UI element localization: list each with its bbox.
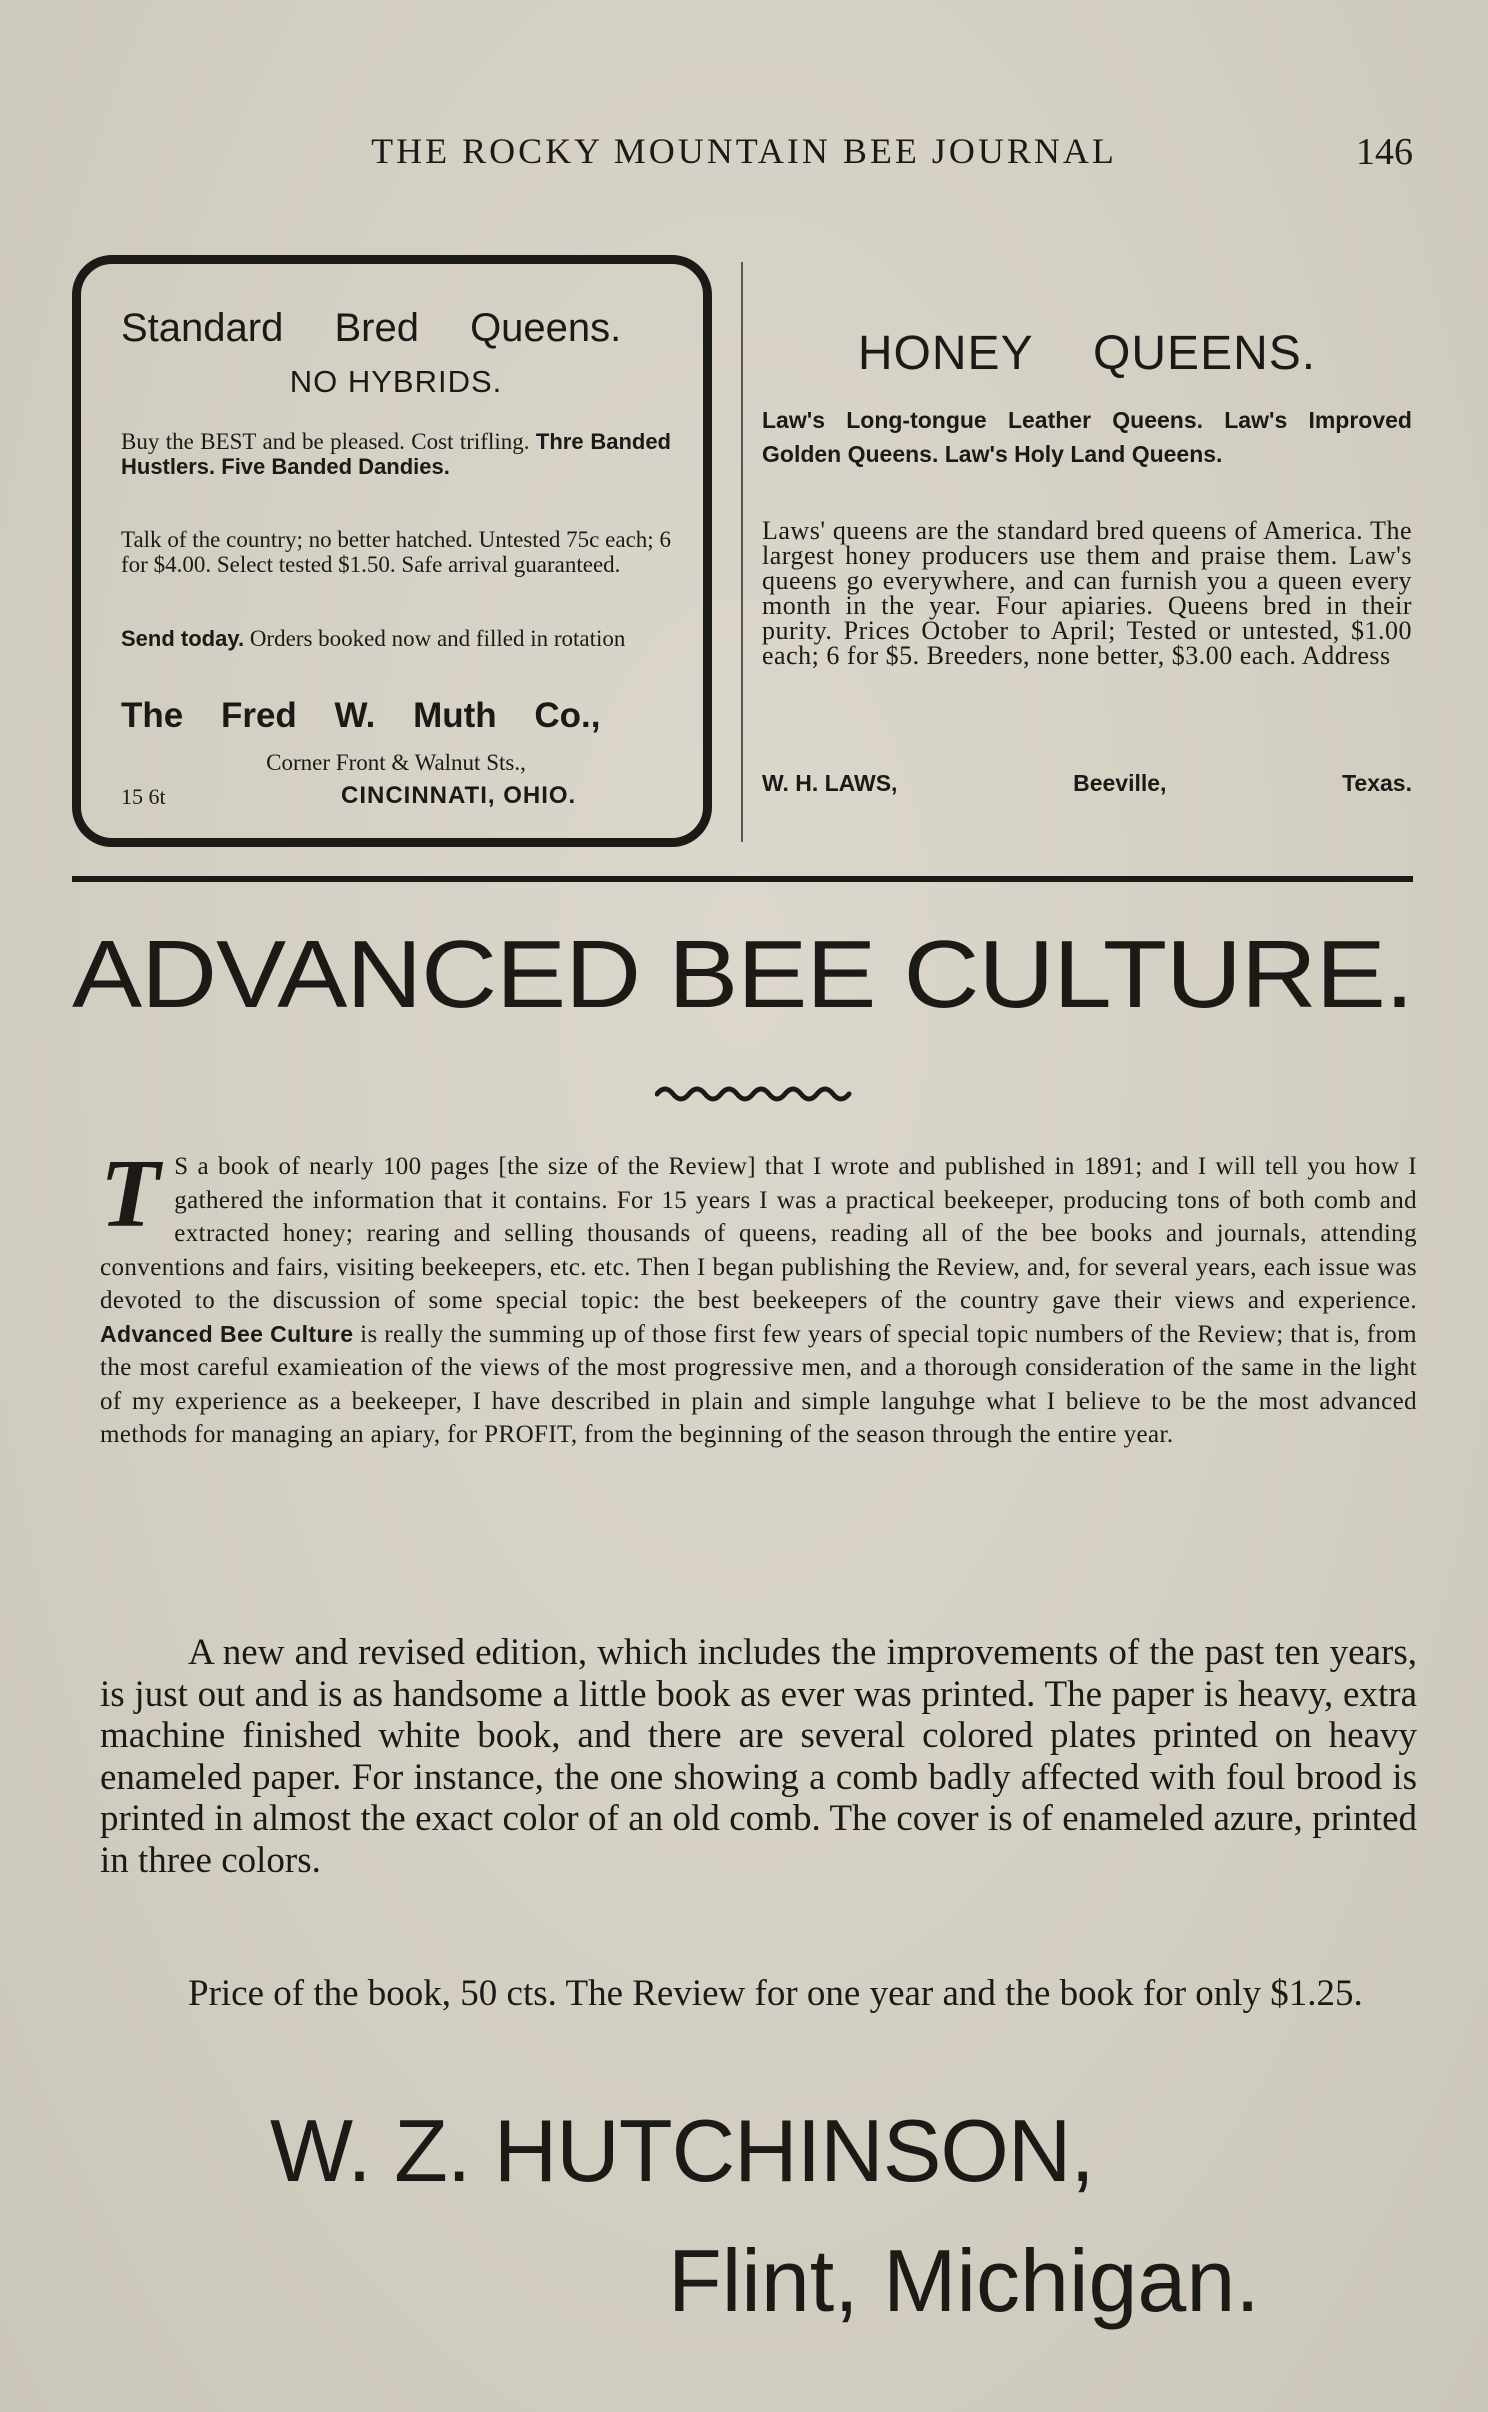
book-title: Advanced Bee Culture (100, 1320, 354, 1347)
ad-bold-text: Send today. (121, 626, 245, 651)
ad-signature (762, 770, 1412, 797)
author-name: W. Z. HUTCHINSON, (270, 2101, 1094, 2200)
advertiser-town: Beeville, (1073, 770, 1167, 796)
intro-text: is really the summing up of those first few years of special topic numbers of the Review; that is, from the most careful examieation of the views of the most progressive men, and a thorough consideration of the same in the light of my experience as a beekeeper, I have described in plain and simple languhge what I believe to be the most advanced methods for managing an apiary, for PROFIT, from the beginning of the season through the entire year. (100, 1320, 1417, 1448)
ad-subtitle: NO HYBRIDS. (289, 364, 503, 399)
author-location: Flint, Michigan. (668, 2231, 1260, 2330)
firm-name: The Fred W. Muth Co., (121, 696, 601, 735)
ad-body: Laws' queens are the standard bred queens of America. The largest honey producers use them and praise them. Law's queens go everywhere, and can furnish you a queen every month in the year. Four apiaries. Queens bred in their purity. Prices October to April; Tested or untested, $1.00 each; 6 for $5. Breeders, none better, $3.00 each. Address (762, 516, 1412, 670)
laws-advertisement (762, 310, 1412, 830)
advertiser-name: W. H. LAWS, (762, 770, 898, 796)
advertiser-state: Texas. (1342, 770, 1412, 796)
ad-paragraph (121, 429, 671, 479)
drop-cap: T (100, 1140, 161, 1248)
ad-title: Standard Bred Queens. (121, 306, 622, 350)
ad-text: Buy the BEST and be pleased. Cost trifling. (121, 429, 530, 454)
running-head (0, 130, 1488, 180)
muth-advertisement (72, 255, 712, 847)
section-divider (72, 876, 1413, 882)
ad-title: HONEY QUEENS. (857, 327, 1317, 380)
ad-paragraph (121, 626, 671, 651)
price-paragraph: Price of the book, 50 cts. The Review for one year and the book for only $1.25. (188, 1973, 1363, 2014)
intro-paragraph (100, 1140, 1417, 1452)
ad-text: Orders booked now and filled in rotation (249, 626, 626, 651)
firm-address: Corner Front & Walnut Sts., (266, 750, 526, 775)
firm-city: CINCINNATI, OHIO. (341, 782, 577, 809)
ad-lead: Law's Long-tongue Leather Queens. Law's Improved Golden Queens. Law's Holy Land Queens. (762, 407, 1412, 467)
ornament-flourish (655, 1080, 865, 1104)
intro-text: S a book of nearly 100 pages [the size of the Review] that I wrote and published in 1891; and I will tell you how I gathered the information that it contains. For 15 years I was a practical beekeeper, producing tons of both comb and extracted honey; rearing and selling thousands of queens, reading all of the bee books and journals, attending conventions and fairs, visiting beekeepers, etc. etc. Then I began publishing the Review, and, for several years, each issue was devoted to the discussion of some special topic: the best beekeepers of the country gave their views and experience. (100, 1153, 1417, 1314)
ad-bold-text: Thre Banded Hustlers. Five Banded Dandies. (121, 429, 671, 479)
edition-paragraph: A new and revised edition, which includes the improvements of the past ten years, is just out and is as handsome a little book as ever was printed. The paper is heavy, extra machine finished white book, and there are several colored plates printed on heavy enameled paper. For instance, the one showing a comb badly affected with foul brood is printed in almost the exact color of an old comb. The cover is of enameled azure, printed in three colors. (100, 1632, 1417, 1881)
column-divider (741, 262, 743, 842)
advertisement-headline (72, 920, 1413, 1040)
journal-title: THE ROCKY MOUNTAIN BEE JOURNAL (371, 131, 1117, 171)
ad-paragraph: Talk of the country; no better hatched. Untested 75c each; 6 for $4.00. Select tested $1.50. Safe arrival guaranteed. (121, 527, 671, 577)
headline-text: ADVANCED BEE CULTURE. (72, 921, 1413, 1028)
page-number: 146 (1356, 131, 1413, 173)
ad-code: 15 6t (121, 784, 166, 809)
